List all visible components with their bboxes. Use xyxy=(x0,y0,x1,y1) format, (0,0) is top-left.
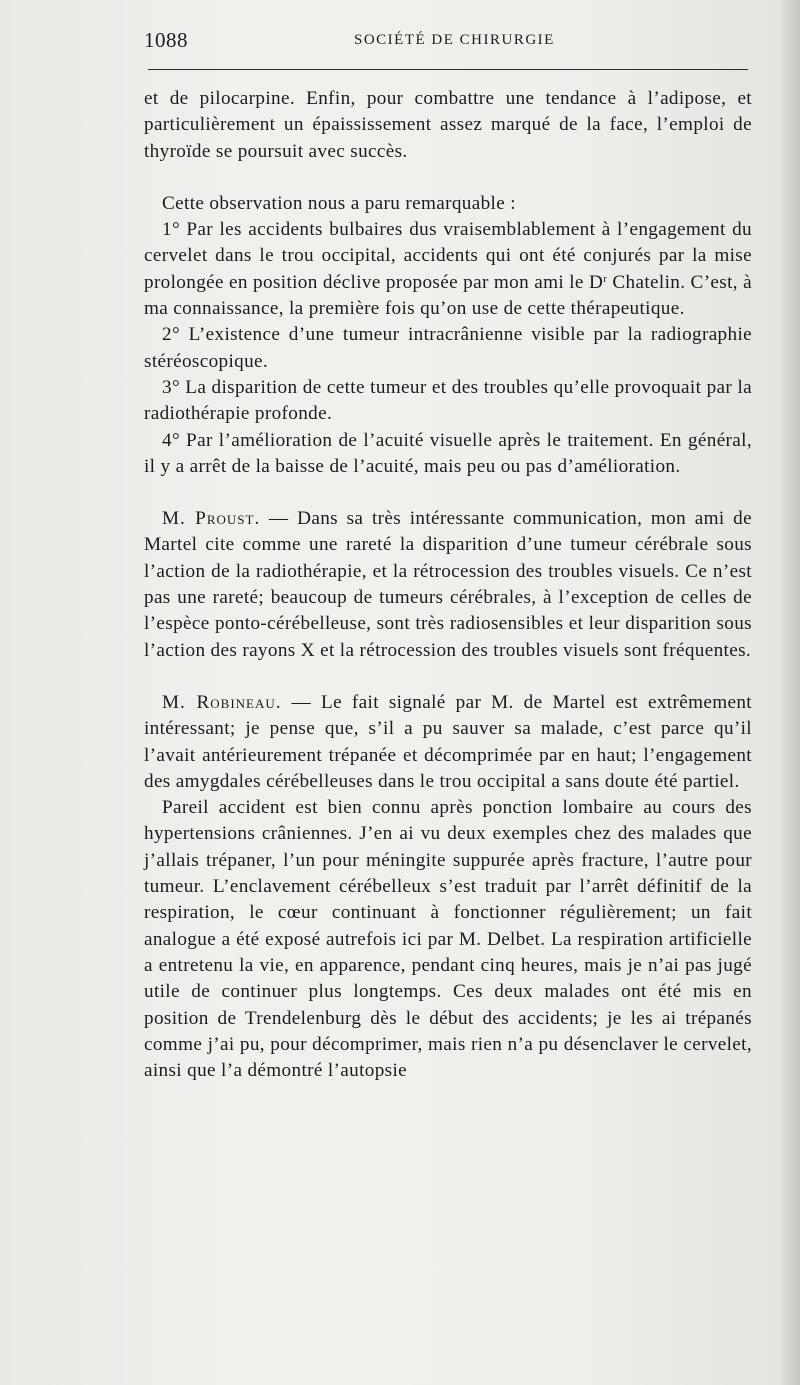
robineau-text: — Le fait signalé par M. de Martel est extrêmement intéressant; je pense que, s’il a pu sauver sa malade, c’est parce qu’il l’avait antérieurement trépanée et décomprimée par en haut; l’engagement des amygdales cérébelleuses dans le trou occipital a sans doute été partiel. xyxy=(144,691,752,792)
header-rule xyxy=(148,69,748,70)
proust-text: — Dans sa très intéressante communication, mon ami de Martel cite comme une rareté la disparition d’une tumeur cérébrale sous l’action de la radiothérapie, et la rétrocession des troubles visuels. Ce n’est pas une rareté; beaucoup de tumeurs cérébrales, à l’exception de celles de l’espèce ponto-cérébelleuse, sont très radiosensibles et leur disparition sous l’action des rayons X et la rétrocession des troubles visuels sont fréquentes. xyxy=(144,508,752,661)
paragraph-gap xyxy=(144,480,752,506)
paragraph-robineau-cont: Pareil accident est bien connu après ponction lombaire au cours des hypertensions crâniennes. J’en ai vu deux exemples chez des malades que j’allais trépaner, l’un pour méningite suppurée après fracture, l’autre pour tumeur. L’enclavement cérébelleux s’est traduit par l’arrêt définitif de la respiration, le cœur continuant à fonctionner régulièrement; un fait analogue a été exposé autrefois ici par M. Delbet. La respiration artificielle a entretenu la vie, en apparence, pendant cinq heures, mais je n’ai pas jugé utile de continuer plus longtemps. Ces deux malades ont été mis en position de Trendelenburg dès le début des accidents; je les ai trépanés comme j’ai pu, pour décomprimer, mais rien n’a pu désenclaver le cervelet, ainsi que l’a démontré l’autopsie xyxy=(144,797,752,1082)
paragraph-robineau xyxy=(144,690,752,795)
point-1-text-end: Chatelin. C’est, à ma connaissance, la première fois qu’on use de cette thérapeutique. xyxy=(144,271,752,320)
point-1-text: 1° Par les accidents bulbaires dus vraisemblablement à l’engagement du cervelet dans le trou occipital, accidents qui ont été conjurés par la mise prolongée en position déclive proposée par mon ami le D xyxy=(144,219,752,293)
paragraph-continuation: et de pilocarpine. Enfin, pour combattre une tendance à l’adipose, et particulièrement un épaississement assez marqué de la face, l’emploi de thyroïde se poursuit avec succès. xyxy=(144,88,752,162)
page-header xyxy=(144,28,750,58)
paragraph-observation-intro: Cette observation nous a paru remarquable : xyxy=(162,192,516,214)
doctor-superscript: r xyxy=(603,272,608,285)
paragraph-point-1 xyxy=(144,217,752,322)
paragraph-proust xyxy=(144,506,752,664)
running-title: SOCIÉTÉ DE CHIRURGIE xyxy=(354,32,555,48)
paragraph-gap xyxy=(144,664,752,690)
paragraph-point-2: 2° L’existence d’une tumeur intracrânienne visible par la radiographie stéréoscopique. xyxy=(144,324,752,372)
paragraph-gap xyxy=(144,165,752,191)
paragraph-point-4: 4° Par l’amélioration de l’acuité visuelle après le traitement. En général, il y a arrêt de la baisse de l’acuité, mais peu ou pas d’amélioration. xyxy=(144,429,752,477)
body-text xyxy=(144,86,752,1084)
paragraph-point-3: 3° La disparition de cette tumeur et des troubles qu’elle provoquait par la radiothérapie profonde. xyxy=(144,376,752,425)
page-number: 1088 xyxy=(144,28,188,52)
speaker-robineau: M. Robineau. xyxy=(162,691,282,713)
speaker-proust: M. Proust. xyxy=(162,508,261,530)
page-edge-shadow xyxy=(778,0,800,1385)
